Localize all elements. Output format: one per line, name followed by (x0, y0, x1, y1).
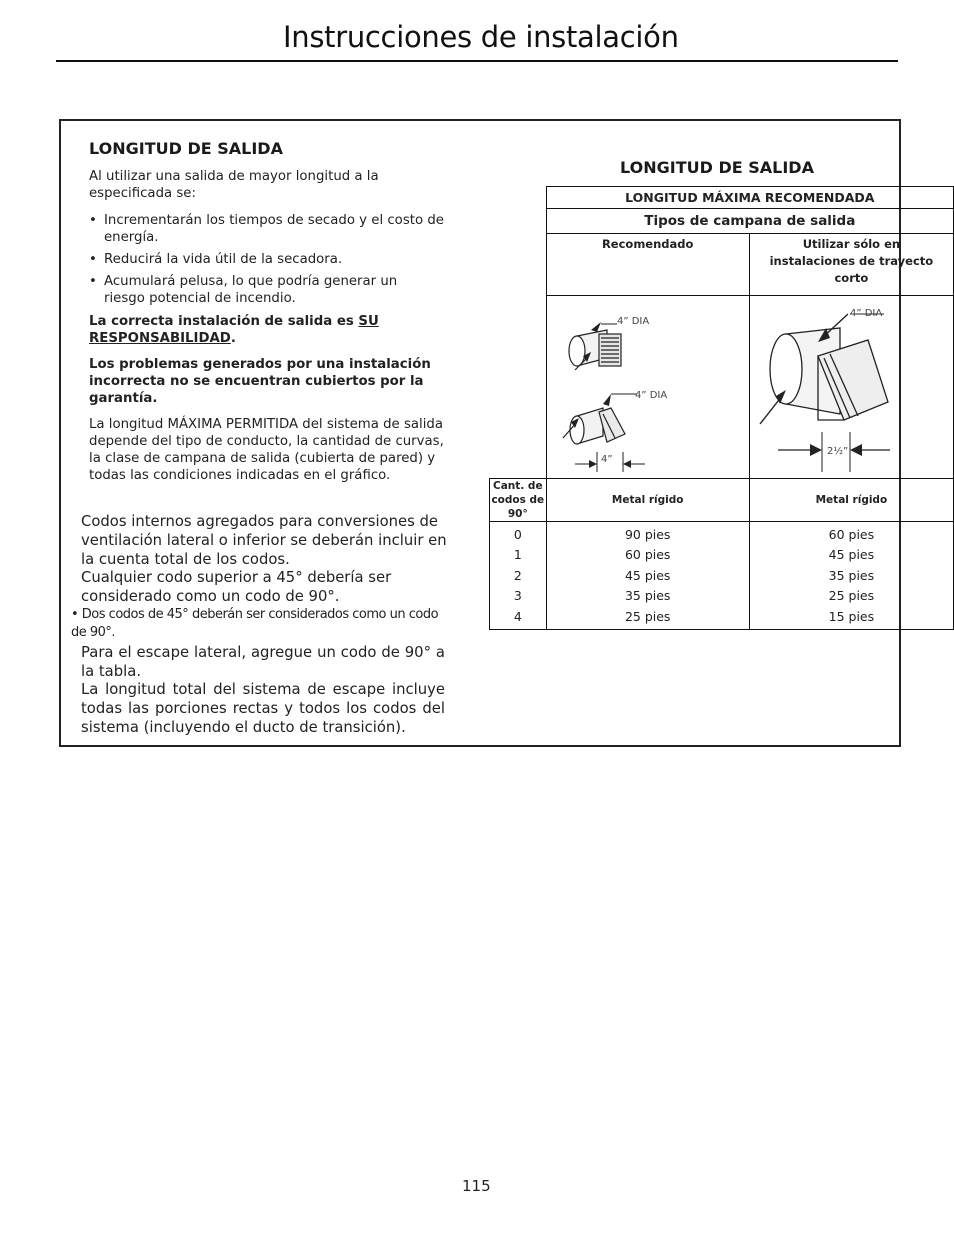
responsibility-underlined: SU RESPONSABILIDAD (89, 314, 379, 346)
table-cell: 25 pies (624, 608, 671, 624)
col-recommended-header: Recomendado (546, 234, 749, 296)
louvered-and-box-hood-icon (547, 296, 697, 478)
material-recommended-header: Metal rígido (546, 479, 749, 522)
responsibility-suffix: . (230, 331, 236, 346)
width-label-2-5: 2½” (826, 446, 849, 457)
dia-label-3: 4” DIA (849, 308, 882, 319)
table-cell: 45 pies (828, 547, 875, 563)
intro-text: Al utilizar una salida de mayor longitud a la especificada se: (89, 169, 379, 201)
bullet-lifespan: • Reducirá la vida útil de la secadora. (89, 251, 449, 268)
elbows-paragraph-2: Cualquier codo superior a 45° debería ser considerado como un codo de 90°. (81, 569, 392, 605)
responsibility-prefix: La correcta instalación de salida es (89, 314, 359, 329)
total-length-text: La longitud total del sistema de escape incluye todas las porciones rectas y todos los codos del sistema (incluyendo el ducto de transición). (81, 681, 445, 736)
recommended-hoods-illustration (546, 296, 749, 479)
elbows-paragraph-1: Codos internos agregados para conversiones de ventilación lateral o inferior se deberán incluir en la cuenta total de los codos. (81, 513, 447, 568)
elbows-bullet-45: • Dos codos de 45° deberán ser considerados como un codo de 90°. (71, 607, 439, 640)
hood-types-header: Tipos de campana de salida (546, 209, 953, 234)
side-exhaust-text: Para el escape lateral, agregue un codo de 90° a la tabla. (81, 644, 445, 680)
table-cell: 1 (513, 547, 522, 563)
short-run-hood-illustration (749, 296, 953, 479)
width-label-4: 4” (600, 454, 613, 465)
bullet-lint: • Acumulará pelusa, lo que podría generar un riesgo potencial de incendio. (89, 273, 434, 307)
bullet-energy: • Incrementarán los tiempos de secado y el costo de energía. (89, 212, 449, 246)
table-cell: 0 (513, 527, 522, 542)
vent-length-table (489, 186, 954, 630)
table-cell: 60 pies (624, 547, 671, 563)
warranty-note: Los problemas generados por una instalación incorrecta no se encuentran cubiertos por la garantía. (89, 357, 431, 406)
dia-label-1: 4” DIA (616, 316, 649, 327)
right-heading: LONGITUD DE SALIDA (620, 158, 814, 177)
elbows-column (490, 522, 547, 630)
recommended-length-column (546, 522, 749, 630)
responsibility-note (89, 313, 389, 347)
table-cell: 35 pies (828, 567, 875, 583)
table-cell: 60 pies (828, 527, 875, 542)
angled-hood-icon (750, 296, 901, 478)
table-cell: 15 pies (828, 608, 875, 624)
table-cell: 35 pies (624, 588, 671, 604)
elbows-column-header: Cant. de codos de 90° (491, 480, 545, 520)
material-short-run-header: Metal rígido (749, 479, 953, 522)
table-cell: 45 pies (624, 567, 671, 583)
max-length-text: La longitud MÁXIMA PERMITIDA del sistema de salida depende del tipo de conducto, la cantidad de curvas, la clase de campana de salida (cubierta de pared) y todas las condiciones indicadas en el gráfico. (89, 417, 444, 483)
page-title: Instrucciones de instalación (283, 20, 679, 54)
short-run-length-column (749, 522, 953, 630)
max-length-header: LONGITUD MÁXIMA RECOMENDADA (546, 187, 953, 209)
table-cell: 90 pies (624, 527, 671, 542)
page-number: 115 (462, 1177, 491, 1195)
left-heading: LONGITUD DE SALIDA (89, 139, 283, 158)
table-cell: 2 (513, 567, 522, 583)
dia-label-2: 4” DIA (634, 390, 667, 401)
col-short-run-header: Utilizar sólo en instalaciones de trayecto corto (749, 234, 953, 296)
title-rule (56, 60, 898, 62)
table-cell: 4 (513, 608, 522, 624)
table-cell: 25 pies (828, 588, 875, 604)
table-cell: 3 (513, 588, 522, 604)
